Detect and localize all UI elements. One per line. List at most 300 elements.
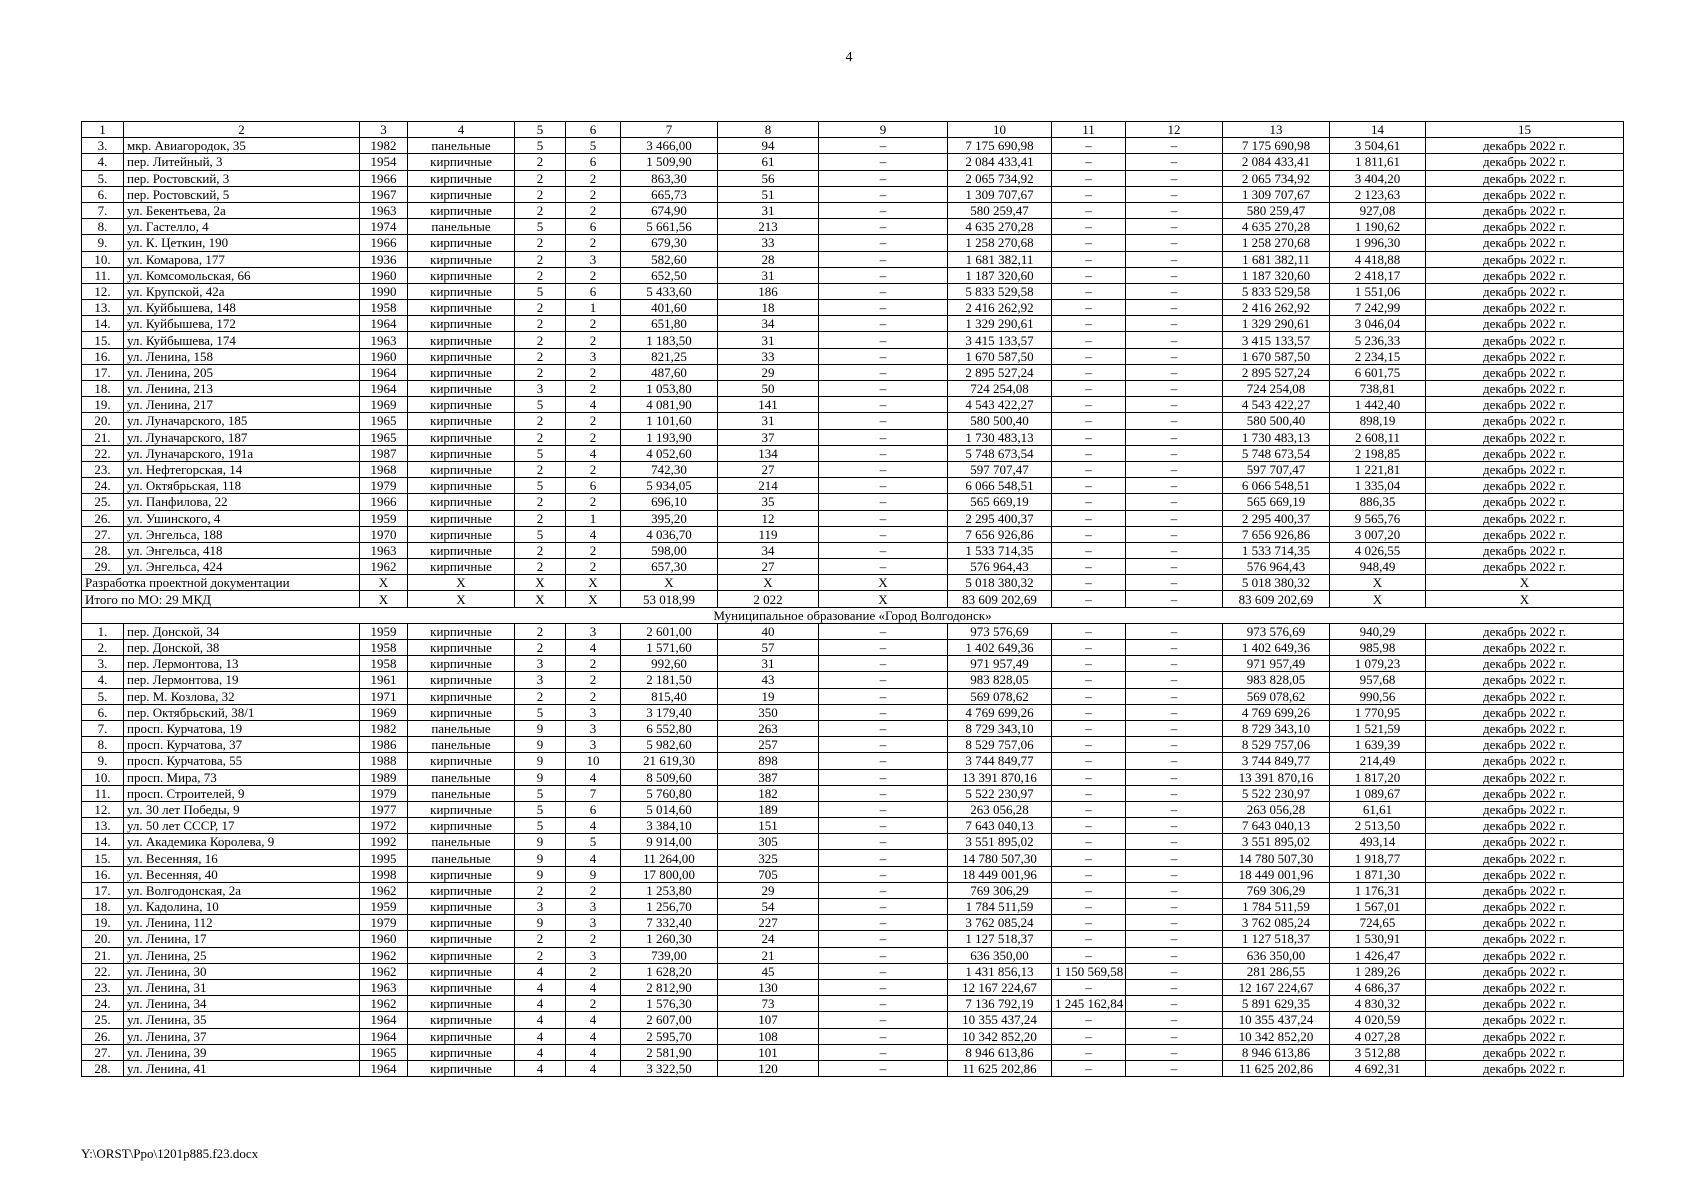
table-cell: 5 bbox=[515, 526, 566, 542]
table-cell: 19. bbox=[82, 397, 124, 413]
table-cell: ул. Академика Королева, 9 bbox=[124, 834, 360, 850]
table-cell: пер. Лермонтова, 13 bbox=[124, 656, 360, 672]
table-cell: – bbox=[1052, 769, 1126, 785]
table-cell: – bbox=[819, 785, 948, 801]
table-cell: 5 760,80 bbox=[621, 785, 718, 801]
table-cell: 2 bbox=[515, 170, 566, 186]
table-cell: 2 bbox=[515, 316, 566, 332]
table-cell: 3 bbox=[515, 381, 566, 397]
table-cell: 9 bbox=[515, 915, 566, 931]
table-cell: – bbox=[1052, 672, 1126, 688]
table-cell: 886,35 bbox=[1330, 494, 1426, 510]
table-cell: 1 bbox=[566, 300, 621, 316]
page-number: 4 bbox=[845, 50, 853, 65]
table-cell: – bbox=[1126, 801, 1223, 817]
table-cell: 31 bbox=[718, 202, 819, 218]
section-title-row bbox=[82, 607, 1624, 623]
table-cell: – bbox=[819, 834, 948, 850]
table-row bbox=[82, 979, 1624, 995]
table-cell: 1958 bbox=[360, 656, 408, 672]
table-cell: 769 306,29 bbox=[1223, 882, 1330, 898]
table-cell: пер. Ростовский, 3 bbox=[124, 170, 360, 186]
table-cell: – bbox=[819, 947, 948, 963]
table-cell: 18. bbox=[82, 899, 124, 915]
table-cell: 34 bbox=[718, 542, 819, 558]
table-cell: 27 bbox=[718, 559, 819, 575]
table-cell: – bbox=[1126, 494, 1223, 510]
table-cell: 2 bbox=[566, 931, 621, 947]
table-cell: – bbox=[819, 882, 948, 898]
table-cell: 1992 bbox=[360, 834, 408, 850]
table-cell: 3 384,10 bbox=[621, 818, 718, 834]
table-cell: 53 018,99 bbox=[621, 591, 718, 607]
table-cell: – bbox=[1126, 170, 1223, 186]
table-cell: 305 bbox=[718, 834, 819, 850]
table-cell: 1 309 707,67 bbox=[1223, 186, 1330, 202]
table-cell: – bbox=[1052, 1044, 1126, 1060]
table-row bbox=[82, 397, 1624, 413]
table-cell: кирпичные bbox=[408, 283, 515, 299]
table-cell: ул. Луначарского, 191а bbox=[124, 445, 360, 461]
table-cell: 10 355 437,24 bbox=[948, 1012, 1052, 1028]
table-cell: ул. Ленина, 25 bbox=[124, 947, 360, 963]
table-cell: – bbox=[1126, 526, 1223, 542]
table-cell: 582,60 bbox=[621, 251, 718, 267]
table-cell: – bbox=[819, 478, 948, 494]
table-row bbox=[82, 672, 1624, 688]
table-cell: 33 bbox=[718, 235, 819, 251]
table-cell: 7 175 690,98 bbox=[948, 138, 1052, 154]
table-cell: 724 254,08 bbox=[1223, 381, 1330, 397]
table-cell: 1 127 518,37 bbox=[1223, 931, 1330, 947]
table-cell: 1979 bbox=[360, 785, 408, 801]
table-cell: 665,73 bbox=[621, 186, 718, 202]
table-cell: кирпичные bbox=[408, 899, 515, 915]
table-cell: 580 259,47 bbox=[1223, 202, 1330, 218]
table-cell: кирпичные bbox=[408, 316, 515, 332]
table-cell: 1961 bbox=[360, 672, 408, 688]
table-cell: – bbox=[1052, 283, 1126, 299]
table-cell: 6 601,75 bbox=[1330, 364, 1426, 380]
table-cell: 1 576,30 bbox=[621, 996, 718, 1012]
table-cell: 1963 bbox=[360, 202, 408, 218]
table-cell: 1 681 382,11 bbox=[1223, 251, 1330, 267]
table-cell: 1 bbox=[82, 122, 124, 138]
table-cell: 4 692,31 bbox=[1330, 1060, 1426, 1076]
table-cell: – bbox=[819, 801, 948, 817]
table-cell: – bbox=[1126, 623, 1223, 639]
table-row bbox=[82, 445, 1624, 461]
table-cell: – bbox=[1052, 640, 1126, 656]
table-row bbox=[82, 931, 1624, 947]
table-cell: декабрь 2022 г. bbox=[1426, 818, 1624, 834]
table-cell: ул. Луначарского, 185 bbox=[124, 413, 360, 429]
table-row bbox=[82, 138, 1624, 154]
table-cell: – bbox=[1052, 1028, 1126, 1044]
table-cell: 4 bbox=[566, 1028, 621, 1044]
table-cell: просп. Курчатова, 19 bbox=[124, 720, 360, 736]
table-cell: – bbox=[1126, 461, 1223, 477]
table-cell: 9. bbox=[82, 753, 124, 769]
table-cell: 5 833 529,58 bbox=[948, 283, 1052, 299]
table-cell: – bbox=[1052, 882, 1126, 898]
table-cell: декабрь 2022 г. bbox=[1426, 300, 1624, 316]
table-cell: 580 259,47 bbox=[948, 202, 1052, 218]
table-cell: – bbox=[1126, 445, 1223, 461]
table-cell: кирпичные bbox=[408, 510, 515, 526]
table-cell: – bbox=[819, 720, 948, 736]
table-cell: кирпичные bbox=[408, 704, 515, 720]
table-row bbox=[82, 251, 1624, 267]
table-cell: 134 bbox=[718, 445, 819, 461]
table-row bbox=[82, 850, 1624, 866]
table-cell: 1 079,23 bbox=[1330, 656, 1426, 672]
table-row bbox=[82, 219, 1624, 235]
table-cell: 2 bbox=[566, 559, 621, 575]
table-row bbox=[82, 963, 1624, 979]
table-cell: 1 221,81 bbox=[1330, 461, 1426, 477]
table-cell: 7 242,99 bbox=[1330, 300, 1426, 316]
table-cell: 3 322,50 bbox=[621, 1060, 718, 1076]
table-row bbox=[82, 623, 1624, 639]
table-cell: 25. bbox=[82, 494, 124, 510]
table-cell: 696,10 bbox=[621, 494, 718, 510]
table-cell: – bbox=[1126, 316, 1223, 332]
table-cell: 4 543 422,27 bbox=[948, 397, 1052, 413]
table-cell: 2 bbox=[566, 688, 621, 704]
table-cell: 2 bbox=[515, 186, 566, 202]
table-cell: 1 245 162,84 bbox=[1052, 996, 1126, 1012]
table-cell: декабрь 2022 г. bbox=[1426, 461, 1624, 477]
table-cell: 3 007,20 bbox=[1330, 526, 1426, 542]
table-cell: 3 415 133,57 bbox=[1223, 332, 1330, 348]
table-cell: 2 234,15 bbox=[1330, 348, 1426, 364]
table-cell: 4 830,32 bbox=[1330, 996, 1426, 1012]
table-cell: – bbox=[1052, 526, 1126, 542]
table-cell: 6 bbox=[566, 154, 621, 170]
table-cell: 15 bbox=[1426, 122, 1624, 138]
table-cell: 3. bbox=[82, 138, 124, 154]
table-cell: кирпичные bbox=[408, 818, 515, 834]
table-cell: 214,49 bbox=[1330, 753, 1426, 769]
table-cell: пер. Литейный, 3 bbox=[124, 154, 360, 170]
table-cell: – bbox=[819, 445, 948, 461]
table-cell: 4 769 699,26 bbox=[948, 704, 1052, 720]
table-cell: 1 101,60 bbox=[621, 413, 718, 429]
table-cell: 5 bbox=[515, 138, 566, 154]
table-cell: кирпичные bbox=[408, 348, 515, 364]
table-cell: 130 bbox=[718, 979, 819, 995]
table-cell: 6 bbox=[566, 122, 621, 138]
table-cell: – bbox=[1052, 623, 1126, 639]
table-cell: – bbox=[819, 526, 948, 542]
table-row bbox=[82, 235, 1624, 251]
table-cell: – bbox=[1052, 947, 1126, 963]
table-cell: 4 769 699,26 bbox=[1223, 704, 1330, 720]
table-cell: – bbox=[1126, 785, 1223, 801]
table-cell: – bbox=[819, 332, 948, 348]
table-cell: 1959 bbox=[360, 510, 408, 526]
table-cell: ул. Энгельса, 418 bbox=[124, 542, 360, 558]
table-row bbox=[82, 866, 1624, 882]
table-cell: 13 bbox=[1223, 122, 1330, 138]
table-cell: декабрь 2022 г. bbox=[1426, 283, 1624, 299]
table-cell: 10 342 852,20 bbox=[1223, 1028, 1330, 1044]
table-cell: 2 bbox=[566, 996, 621, 1012]
table-cell: 9 bbox=[515, 769, 566, 785]
table-cell: 1977 bbox=[360, 801, 408, 817]
table-cell: пер. Ростовский, 5 bbox=[124, 186, 360, 202]
table-cell: 4 bbox=[515, 979, 566, 995]
table-cell: 6. bbox=[82, 704, 124, 720]
table-cell: ул. Весенняя, 16 bbox=[124, 850, 360, 866]
table-cell: 2 bbox=[515, 461, 566, 477]
table-cell: 1 530,91 bbox=[1330, 931, 1426, 947]
table-cell: декабрь 2022 г. bbox=[1426, 915, 1624, 931]
table-cell: 3 504,61 bbox=[1330, 138, 1426, 154]
table-cell: 257 bbox=[718, 737, 819, 753]
table-cell: кирпичные bbox=[408, 931, 515, 947]
table-cell: 1979 bbox=[360, 915, 408, 931]
table-cell: просп. Строителей, 9 bbox=[124, 785, 360, 801]
table-cell: декабрь 2022 г. bbox=[1426, 202, 1624, 218]
table-cell: ул. Крупской, 42а bbox=[124, 283, 360, 299]
table-cell: 5 bbox=[515, 818, 566, 834]
table-cell: X bbox=[566, 575, 621, 591]
table-cell: – bbox=[1126, 348, 1223, 364]
table-cell: 4 543 422,27 bbox=[1223, 397, 1330, 413]
table-cell: – bbox=[1052, 461, 1126, 477]
table-cell: 61 bbox=[718, 154, 819, 170]
table-cell: 1 053,80 bbox=[621, 381, 718, 397]
table-row bbox=[82, 801, 1624, 817]
table-cell: 1 193,90 bbox=[621, 429, 718, 445]
table-cell: 1 256,70 bbox=[621, 899, 718, 915]
table-cell: кирпичные bbox=[408, 526, 515, 542]
table-cell: 1 817,20 bbox=[1330, 769, 1426, 785]
table-cell: 26. bbox=[82, 1028, 124, 1044]
table-cell: 948,49 bbox=[1330, 559, 1426, 575]
table-cell: панельные bbox=[408, 834, 515, 850]
table-cell: 7. bbox=[82, 720, 124, 736]
table-cell: кирпичные bbox=[408, 656, 515, 672]
table-cell: 6 bbox=[566, 801, 621, 817]
table-cell: 2 bbox=[566, 381, 621, 397]
table-cell: 18 449 001,96 bbox=[1223, 866, 1330, 882]
table-cell: – bbox=[1052, 915, 1126, 931]
table-cell: 3 bbox=[566, 915, 621, 931]
table-row bbox=[82, 720, 1624, 736]
table-cell: 1968 bbox=[360, 461, 408, 477]
table-cell: 9 bbox=[515, 753, 566, 769]
table-row bbox=[82, 656, 1624, 672]
table-cell: 1 730 483,13 bbox=[1223, 429, 1330, 445]
table-cell: 7 643 040,13 bbox=[1223, 818, 1330, 834]
table-cell: 4 bbox=[566, 526, 621, 542]
table-row bbox=[82, 154, 1624, 170]
table-cell: – bbox=[1126, 154, 1223, 170]
table-cell: 2 bbox=[515, 202, 566, 218]
table-cell: кирпичные bbox=[408, 688, 515, 704]
table-cell: 2 895 527,24 bbox=[1223, 364, 1330, 380]
table-cell: – bbox=[1126, 202, 1223, 218]
table-cell: – bbox=[819, 704, 948, 720]
table-cell: – bbox=[1052, 559, 1126, 575]
table-cell: декабрь 2022 г. bbox=[1426, 753, 1624, 769]
table-cell: 4 bbox=[566, 397, 621, 413]
table-cell: – bbox=[819, 300, 948, 316]
table-cell: – bbox=[1052, 202, 1126, 218]
table-cell: 12. bbox=[82, 283, 124, 299]
table-cell: ул. 50 лет СССР, 17 bbox=[124, 818, 360, 834]
table-cell: 1964 bbox=[360, 316, 408, 332]
table-cell: 16. bbox=[82, 348, 124, 364]
table-cell: 5 bbox=[515, 445, 566, 461]
table-cell: X bbox=[360, 591, 408, 607]
table-cell: 2 084 433,41 bbox=[1223, 154, 1330, 170]
table-row bbox=[82, 1044, 1624, 1060]
table-cell: 3. bbox=[82, 656, 124, 672]
table-cell: – bbox=[819, 235, 948, 251]
table-cell: 1 402 649,36 bbox=[948, 640, 1052, 656]
table-cell: ул. Ленина, 34 bbox=[124, 996, 360, 1012]
table-body bbox=[82, 122, 1624, 1077]
table-cell: декабрь 2022 г. bbox=[1426, 769, 1624, 785]
table-cell: кирпичные bbox=[408, 623, 515, 639]
table-cell: 1959 bbox=[360, 623, 408, 639]
table-cell: 983 828,05 bbox=[1223, 672, 1330, 688]
table-cell: ул. Волгодонская, 2а bbox=[124, 882, 360, 898]
table-cell: 1 670 587,50 bbox=[1223, 348, 1330, 364]
table-cell: декабрь 2022 г. bbox=[1426, 526, 1624, 542]
table-cell: 14 780 507,30 bbox=[1223, 850, 1330, 866]
table-cell: 9 bbox=[566, 866, 621, 882]
table-cell: ул. Энгельса, 188 bbox=[124, 526, 360, 542]
table-cell: 565 669,19 bbox=[1223, 494, 1330, 510]
table-cell: кирпичные bbox=[408, 251, 515, 267]
table-cell: 11. bbox=[82, 267, 124, 283]
table-cell: 1974 bbox=[360, 219, 408, 235]
table-cell: ул. Ленина, 31 bbox=[124, 979, 360, 995]
table-cell: кирпичные bbox=[408, 478, 515, 494]
table-cell: 992,60 bbox=[621, 656, 718, 672]
table-cell: 107 bbox=[718, 1012, 819, 1028]
table-cell: декабрь 2022 г. bbox=[1426, 931, 1624, 947]
table-cell: 4 081,90 bbox=[621, 397, 718, 413]
table-cell: 2 065 734,92 bbox=[1223, 170, 1330, 186]
table-cell: ул. К. Цеткин, 190 bbox=[124, 235, 360, 251]
table-cell: 3 bbox=[360, 122, 408, 138]
table-cell: – bbox=[1126, 283, 1223, 299]
table-cell: кирпичные bbox=[408, 154, 515, 170]
table-cell: 1 996,30 bbox=[1330, 235, 1426, 251]
table-cell: 4 bbox=[566, 769, 621, 785]
table-cell: – bbox=[819, 283, 948, 299]
table-cell: – bbox=[1126, 882, 1223, 898]
table-cell: X bbox=[408, 575, 515, 591]
table-cell: 2 084 433,41 bbox=[948, 154, 1052, 170]
table-cell: – bbox=[819, 510, 948, 526]
table-cell: 2 bbox=[566, 494, 621, 510]
table-cell: 9 565,76 bbox=[1330, 510, 1426, 526]
table-cell: декабрь 2022 г. bbox=[1426, 623, 1624, 639]
table-cell: – bbox=[1052, 850, 1126, 866]
table-cell: 598,00 bbox=[621, 542, 718, 558]
table-cell: 971 957,49 bbox=[1223, 656, 1330, 672]
table-cell: 4 bbox=[566, 445, 621, 461]
table-row bbox=[82, 688, 1624, 704]
table-cell: 1 335,04 bbox=[1330, 478, 1426, 494]
table-cell: – bbox=[1052, 542, 1126, 558]
table-cell: декабрь 2022 г. bbox=[1426, 785, 1624, 801]
table-cell: – bbox=[1126, 915, 1223, 931]
table-cell: 29 bbox=[718, 882, 819, 898]
table-cell: 597 707,47 bbox=[1223, 461, 1330, 477]
table-cell: 1989 bbox=[360, 769, 408, 785]
table-row bbox=[82, 332, 1624, 348]
table-cell: 8. bbox=[82, 219, 124, 235]
table-cell: 2 bbox=[515, 348, 566, 364]
table-cell: 28 bbox=[718, 251, 819, 267]
table-row bbox=[82, 834, 1624, 850]
table-cell: 20. bbox=[82, 413, 124, 429]
table-row bbox=[82, 478, 1624, 494]
table-cell: декабрь 2022 г. bbox=[1426, 1060, 1624, 1076]
table-cell: – bbox=[1052, 429, 1126, 445]
table-cell: пер. Лермонтова, 19 bbox=[124, 672, 360, 688]
table-cell: 51 bbox=[718, 186, 819, 202]
table-cell: – bbox=[819, 769, 948, 785]
table-cell: – bbox=[1052, 688, 1126, 704]
table-cell: 21. bbox=[82, 429, 124, 445]
table-cell: – bbox=[1126, 834, 1223, 850]
table-cell: декабрь 2022 г. bbox=[1426, 364, 1624, 380]
table-cell: 26. bbox=[82, 510, 124, 526]
table-cell: 2 895 527,24 bbox=[948, 364, 1052, 380]
table-cell: – bbox=[819, 138, 948, 154]
table-cell: – bbox=[1052, 235, 1126, 251]
table-cell: 1 670 587,50 bbox=[948, 348, 1052, 364]
table-cell: 186 bbox=[718, 283, 819, 299]
table-cell: декабрь 2022 г. bbox=[1426, 963, 1624, 979]
table-row bbox=[82, 413, 1624, 429]
table-cell: 8. bbox=[82, 737, 124, 753]
table-cell: 1960 bbox=[360, 348, 408, 364]
table-cell: 3 415 133,57 bbox=[948, 332, 1052, 348]
table-cell: – bbox=[1052, 348, 1126, 364]
table-cell: 1963 bbox=[360, 332, 408, 348]
table-cell: 18 bbox=[718, 300, 819, 316]
table-cell: панельные bbox=[408, 850, 515, 866]
table-cell: 11 264,00 bbox=[621, 850, 718, 866]
table-cell: декабрь 2022 г. bbox=[1426, 801, 1624, 817]
table-cell: 3 bbox=[566, 623, 621, 639]
table-cell: пер. Донской, 34 bbox=[124, 623, 360, 639]
table-cell: 31 bbox=[718, 656, 819, 672]
table-cell: 1 784 511,59 bbox=[948, 899, 1052, 915]
table-cell: 2 198,85 bbox=[1330, 445, 1426, 461]
table-cell: 1964 bbox=[360, 1060, 408, 1076]
table-cell: 4 026,55 bbox=[1330, 542, 1426, 558]
table-cell: 21 619,30 bbox=[621, 753, 718, 769]
table-cell: 21. bbox=[82, 947, 124, 963]
table-cell: 5 982,60 bbox=[621, 737, 718, 753]
table-cell: кирпичные bbox=[408, 332, 515, 348]
table-cell: 1966 bbox=[360, 494, 408, 510]
table-cell: – bbox=[819, 672, 948, 688]
table-cell: – bbox=[1052, 834, 1126, 850]
table-row bbox=[82, 316, 1624, 332]
